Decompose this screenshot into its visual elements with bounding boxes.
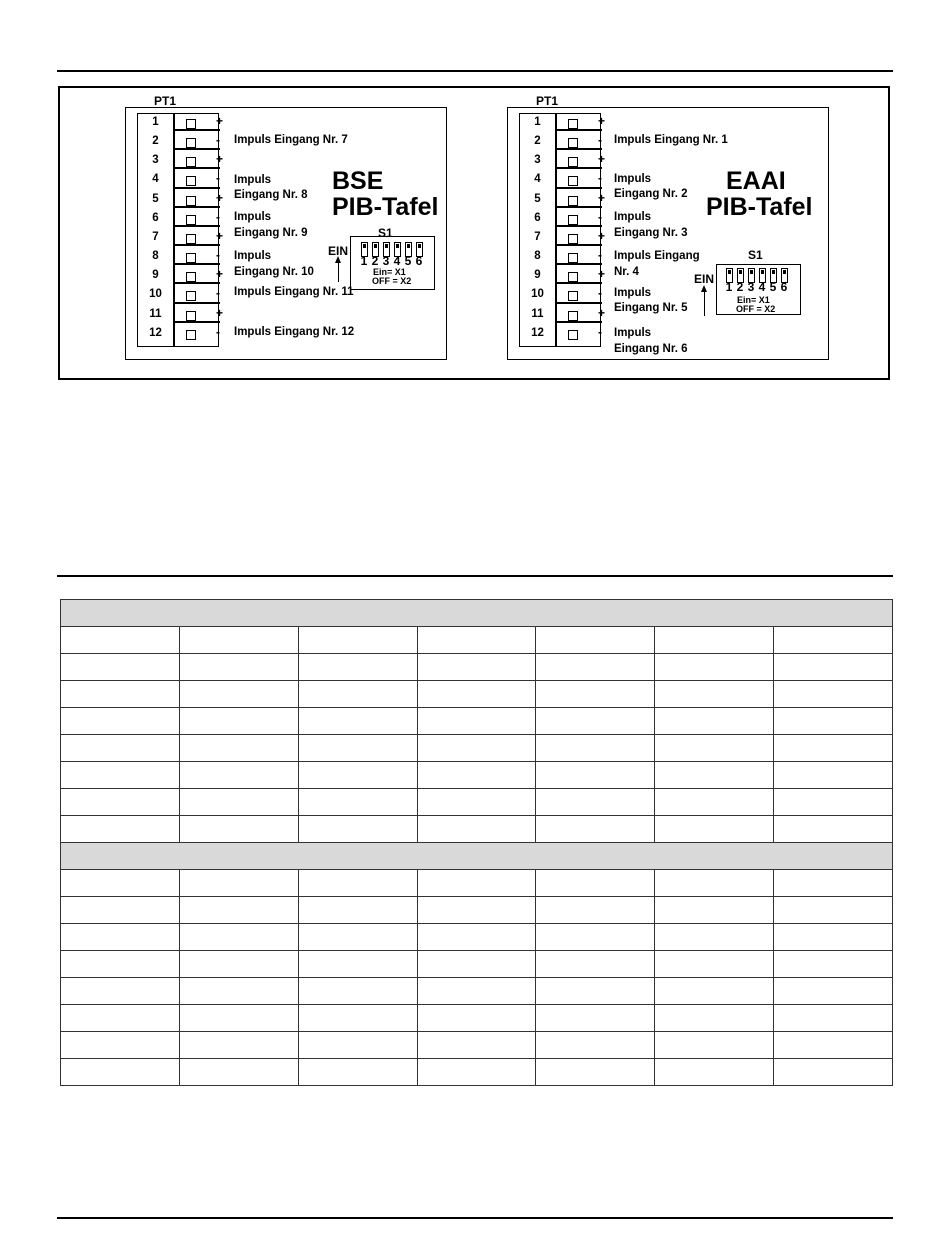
input-description: Eingang Nr. 8: [234, 189, 308, 201]
terminal-strip: [137, 113, 219, 347]
table-cell: [655, 735, 774, 762]
table-cell: [774, 735, 893, 762]
table-cell: [179, 951, 298, 978]
table-cell: [655, 897, 774, 924]
dip-number: 4: [393, 254, 401, 268]
table-row: [61, 681, 893, 708]
table-cell: [417, 1032, 536, 1059]
table-cell: [417, 816, 536, 843]
switch-note-line1: Ein= X1: [373, 267, 406, 277]
terminal-number: 3: [152, 154, 159, 166]
input-description: Impuls Eingang Nr. 1: [614, 134, 728, 146]
terminal-number: 12: [149, 327, 162, 339]
pt1-label: PT1: [154, 94, 177, 108]
polarity-sign: -: [598, 248, 602, 262]
terminal-divider: [173, 129, 220, 131]
table-cell: [536, 762, 655, 789]
switch-note-line2: OFF = X2: [736, 304, 776, 314]
table-cell: [179, 735, 298, 762]
table-row: [61, 978, 893, 1005]
input-description: Impuls Eingang Nr. 7: [234, 134, 348, 146]
dip-number: 2: [736, 280, 744, 294]
table-row: [61, 735, 893, 762]
table-cell: [536, 789, 655, 816]
dip-number: 5: [769, 280, 777, 294]
terminal-screw-icon: [186, 157, 196, 167]
terminal-screw-icon: [186, 196, 196, 206]
terminal-screw-icon: [186, 215, 196, 225]
input-description: Impuls: [614, 173, 652, 185]
table-cell: [298, 627, 417, 654]
table-cell: [417, 762, 536, 789]
table-cell: [61, 681, 180, 708]
polarity-sign: +: [216, 306, 224, 320]
table-cell: [179, 708, 298, 735]
polarity-sign: +: [216, 229, 224, 243]
polarity-sign: -: [216, 171, 220, 185]
terminal-number: 11: [149, 308, 162, 320]
table-row: [61, 1032, 893, 1059]
polarity-sign: -: [216, 133, 220, 147]
table-row: [61, 789, 893, 816]
terminal-screw-icon: [568, 253, 578, 263]
terminal-divider: [555, 282, 602, 284]
table-cell: [774, 924, 893, 951]
terminal-screw-icon: [186, 272, 196, 282]
table-cell: [774, 654, 893, 681]
input-description: Eingang Nr. 5: [614, 302, 688, 314]
table-cell: [774, 681, 893, 708]
table-cell: [61, 762, 180, 789]
polarity-sign: +: [598, 152, 606, 166]
polarity-sign: +: [598, 229, 606, 243]
input-description: Impuls: [234, 250, 272, 262]
terminal-number: 5: [152, 193, 159, 205]
empty-table: [60, 599, 893, 1086]
terminal-number: 3: [534, 154, 541, 166]
terminal-number: 9: [534, 269, 541, 281]
polarity-sign: +: [598, 191, 606, 205]
diagram-frame: [58, 86, 890, 380]
table-cell: [179, 1059, 298, 1086]
table-row: [61, 627, 893, 654]
polarity-sign: -: [598, 133, 602, 147]
table-cell: [536, 654, 655, 681]
terminal-screw-icon: [186, 119, 196, 129]
table-row: [61, 654, 893, 681]
terminal-divider: [555, 148, 602, 150]
table-row: [61, 1059, 893, 1086]
table-cell: [298, 924, 417, 951]
terminal-number: 8: [534, 250, 541, 262]
table-cell: [179, 870, 298, 897]
table-cell: [298, 897, 417, 924]
table-cell: [536, 681, 655, 708]
dip-number: 6: [415, 254, 423, 268]
terminal-strip: [519, 113, 601, 347]
table-cell: [655, 924, 774, 951]
dip-number: 4: [758, 280, 766, 294]
terminal-number: 1: [534, 116, 541, 128]
table-cell: [179, 762, 298, 789]
dip-number: 3: [747, 280, 755, 294]
terminal-divider: [173, 263, 220, 265]
table-cell: [774, 897, 893, 924]
terminal-divider: [555, 244, 602, 246]
terminal-screw-icon: [568, 196, 578, 206]
terminal-divider: [555, 187, 602, 189]
input-description: Eingang Nr. 2: [614, 188, 688, 200]
table-cell: [61, 708, 180, 735]
table-cell: [536, 1005, 655, 1032]
table-cell: [655, 654, 774, 681]
input-description: Impuls: [614, 327, 652, 339]
table-cell: [655, 816, 774, 843]
terminal-divider: [173, 148, 220, 150]
table-cell: [298, 789, 417, 816]
ein-label: EIN: [328, 244, 349, 258]
terminal-number: 4: [534, 173, 541, 185]
terminal-divider: [555, 321, 602, 323]
dip-number: 3: [382, 254, 390, 268]
terminal-screw-icon: [568, 138, 578, 148]
terminal-divider: [555, 225, 602, 227]
table-cell: [417, 654, 536, 681]
section-header-cell: [61, 600, 893, 627]
terminal-divider: [173, 244, 220, 246]
terminal-screw-icon: [568, 330, 578, 340]
table-cell: [774, 951, 893, 978]
polarity-sign: +: [216, 191, 224, 205]
table-cell: [536, 897, 655, 924]
table-cell: [417, 708, 536, 735]
terminal-number: 5: [534, 193, 541, 205]
dip-number: 1: [360, 254, 368, 268]
table-cell: [536, 816, 655, 843]
table-cell: [298, 654, 417, 681]
dip-number: 2: [371, 254, 379, 268]
terminal-number: 2: [534, 135, 541, 147]
polarity-sign: -: [598, 325, 602, 339]
terminal-number: 7: [534, 231, 541, 243]
table-section-row: [61, 843, 893, 870]
table-cell: [179, 681, 298, 708]
terminal-number: 8: [152, 250, 159, 262]
table-row: [61, 816, 893, 843]
table-cell: [61, 654, 180, 681]
table-cell: [536, 1059, 655, 1086]
dip-number: 5: [404, 254, 412, 268]
table-cell: [61, 1032, 180, 1059]
table-cell: [179, 816, 298, 843]
input-description: Impuls: [614, 287, 652, 299]
table-cell: [61, 1059, 180, 1086]
table-cell: [298, 708, 417, 735]
table-cell: [298, 681, 417, 708]
polarity-sign: +: [598, 267, 606, 281]
terminal-screw-icon: [186, 311, 196, 321]
polarity-sign: +: [598, 306, 606, 320]
ein-arrow-icon: [704, 291, 705, 316]
polarity-sign: -: [598, 171, 602, 185]
table-row: [61, 897, 893, 924]
input-description: Impuls: [234, 211, 272, 223]
table-cell: [774, 870, 893, 897]
table-cell: [298, 735, 417, 762]
input-description: Eingang Nr. 6: [614, 343, 688, 355]
input-description: Nr. 4: [614, 266, 639, 278]
table-cell: [298, 870, 417, 897]
table-cell: [774, 627, 893, 654]
table-cell: [61, 870, 180, 897]
table-row: [61, 924, 893, 951]
top-rule: [57, 70, 893, 72]
terminal-number: 6: [152, 212, 159, 224]
table-cell: [655, 978, 774, 1005]
table-cell: [655, 951, 774, 978]
table-cell: [655, 627, 774, 654]
table-cell: [179, 924, 298, 951]
table-cell: [774, 1032, 893, 1059]
terminal-screw-icon: [568, 119, 578, 129]
table-cell: [179, 1005, 298, 1032]
table-cell: [655, 870, 774, 897]
table-cell: [417, 951, 536, 978]
terminal-screw-icon: [568, 272, 578, 282]
table-row: [61, 1005, 893, 1032]
polarity-sign: -: [598, 210, 602, 224]
table-cell: [655, 708, 774, 735]
table-cell: [61, 1005, 180, 1032]
table-cell: [655, 789, 774, 816]
input-description: Eingang Nr. 10: [234, 266, 314, 278]
polarity-sign: +: [216, 267, 224, 281]
bse-board: [125, 94, 447, 360]
table-cell: [417, 1005, 536, 1032]
dip-number: 1: [725, 280, 733, 294]
table-cell: [774, 708, 893, 735]
table-cell: [655, 762, 774, 789]
board-title-line2: PIB-Tafel: [332, 193, 439, 221]
table-cell: [536, 951, 655, 978]
table-row: [61, 708, 893, 735]
eaai-board: [507, 94, 829, 360]
table-cell: [774, 789, 893, 816]
table-cell: [298, 816, 417, 843]
terminal-screw-icon: [568, 311, 578, 321]
ein-label: EIN: [694, 272, 715, 286]
table-row: [61, 762, 893, 789]
terminal-number: 7: [152, 231, 159, 243]
terminal-screw-icon: [186, 176, 196, 186]
terminal-divider: [173, 282, 220, 284]
table-cell: [655, 681, 774, 708]
terminal-divider: [555, 302, 602, 304]
terminal-number: 1: [152, 116, 159, 128]
table-cell: [417, 1059, 536, 1086]
table-cell: [61, 627, 180, 654]
polarity-sign: -: [598, 286, 602, 300]
table-cell: [179, 978, 298, 1005]
input-description: Impuls Eingang Nr. 12: [234, 326, 355, 338]
input-description: Impuls Eingang Nr. 11: [234, 286, 354, 298]
table-cell: [417, 681, 536, 708]
terminal-number: 6: [534, 212, 541, 224]
polarity-sign: -: [216, 325, 220, 339]
board-title-line2: PIB-Tafel: [706, 193, 813, 221]
table-cell: [298, 1005, 417, 1032]
table-cell: [61, 816, 180, 843]
table-cell: [417, 627, 536, 654]
terminal-screw-icon: [568, 157, 578, 167]
table-cell: [536, 627, 655, 654]
pt1-label: PT1: [536, 94, 559, 108]
polarity-sign: -: [216, 210, 220, 224]
polarity-sign: +: [216, 114, 224, 128]
terminal-divider: [555, 206, 602, 208]
table-cell: [774, 1059, 893, 1086]
table-cell: [61, 978, 180, 1005]
switch-label: S1: [748, 248, 763, 262]
terminal-screw-icon: [186, 234, 196, 244]
terminal-number: 11: [531, 308, 544, 320]
table-cell: [417, 978, 536, 1005]
switch-label: S1: [378, 226, 393, 240]
table-cell: [417, 735, 536, 762]
board-title-line1: BSE: [332, 167, 384, 195]
terminal-screw-icon: [568, 291, 578, 301]
terminal-number: 10: [531, 288, 544, 300]
table-cell: [61, 735, 180, 762]
table-cell: [298, 1059, 417, 1086]
table-cell: [536, 708, 655, 735]
table-cell: [774, 1005, 893, 1032]
terminal-divider: [173, 321, 220, 323]
ein-arrow-icon: [338, 262, 339, 282]
terminal-screw-icon: [568, 215, 578, 225]
table-cell: [536, 735, 655, 762]
terminal-divider: [173, 167, 220, 169]
terminal-number: 2: [152, 135, 159, 147]
terminal-screw-icon: [568, 176, 578, 186]
terminal-screw-icon: [186, 138, 196, 148]
terminal-screw-icon: [568, 234, 578, 244]
table-row: [61, 951, 893, 978]
switch-note-line1: Ein= X1: [737, 295, 770, 305]
input-description: Eingang Nr. 3: [614, 227, 688, 239]
terminal-divider: [173, 206, 220, 208]
terminal-divider: [555, 263, 602, 265]
table-cell: [417, 870, 536, 897]
table-cell: [536, 1032, 655, 1059]
table-cell: [179, 1032, 298, 1059]
polarity-sign: +: [598, 114, 606, 128]
table-cell: [774, 978, 893, 1005]
table-cell: [655, 1059, 774, 1086]
table-cell: [417, 897, 536, 924]
board-title-line1: EAAI: [726, 167, 786, 195]
table-cell: [298, 951, 417, 978]
middle-rule: [57, 575, 893, 577]
dip-number: 6: [780, 280, 788, 294]
table-row: [61, 870, 893, 897]
terminal-divider: [173, 187, 220, 189]
terminal-screw-icon: [186, 291, 196, 301]
table-cell: [417, 924, 536, 951]
table-cell: [61, 897, 180, 924]
table-cell: [298, 762, 417, 789]
table-cell: [179, 627, 298, 654]
table-cell: [61, 951, 180, 978]
table-section-row: [61, 600, 893, 627]
terminal-number: 12: [531, 327, 544, 339]
table-cell: [61, 924, 180, 951]
table-cell: [536, 978, 655, 1005]
table-cell: [179, 897, 298, 924]
terminal-divider: [555, 167, 602, 169]
table-cell: [774, 816, 893, 843]
table-cell: [298, 1032, 417, 1059]
table-cell: [179, 789, 298, 816]
table-cell: [536, 924, 655, 951]
terminal-number: 10: [149, 288, 162, 300]
terminal-screw-icon: [186, 330, 196, 340]
polarity-sign: +: [216, 152, 224, 166]
bottom-rule: [57, 1217, 893, 1219]
table-cell: [655, 1005, 774, 1032]
terminal-number: 9: [152, 269, 159, 281]
terminal-divider: [173, 225, 220, 227]
table-cell: [655, 1032, 774, 1059]
terminal-divider: [173, 302, 220, 304]
table-cell: [774, 762, 893, 789]
input-description: Impuls: [234, 174, 272, 186]
terminal-number: 4: [152, 173, 159, 185]
table-cell: [298, 978, 417, 1005]
input-description: Eingang Nr. 9: [234, 227, 308, 239]
table-cell: [536, 870, 655, 897]
section-header-cell: [61, 843, 893, 870]
terminal-divider: [555, 129, 602, 131]
input-description: Impuls Eingang: [614, 250, 700, 262]
table-cell: [417, 789, 536, 816]
switch-note-line2: OFF = X2: [372, 276, 412, 286]
polarity-sign: -: [216, 286, 220, 300]
input-description: Impuls: [614, 211, 652, 223]
polarity-sign: -: [216, 248, 220, 262]
table-cell: [61, 789, 180, 816]
table-cell: [179, 654, 298, 681]
terminal-screw-icon: [186, 253, 196, 263]
